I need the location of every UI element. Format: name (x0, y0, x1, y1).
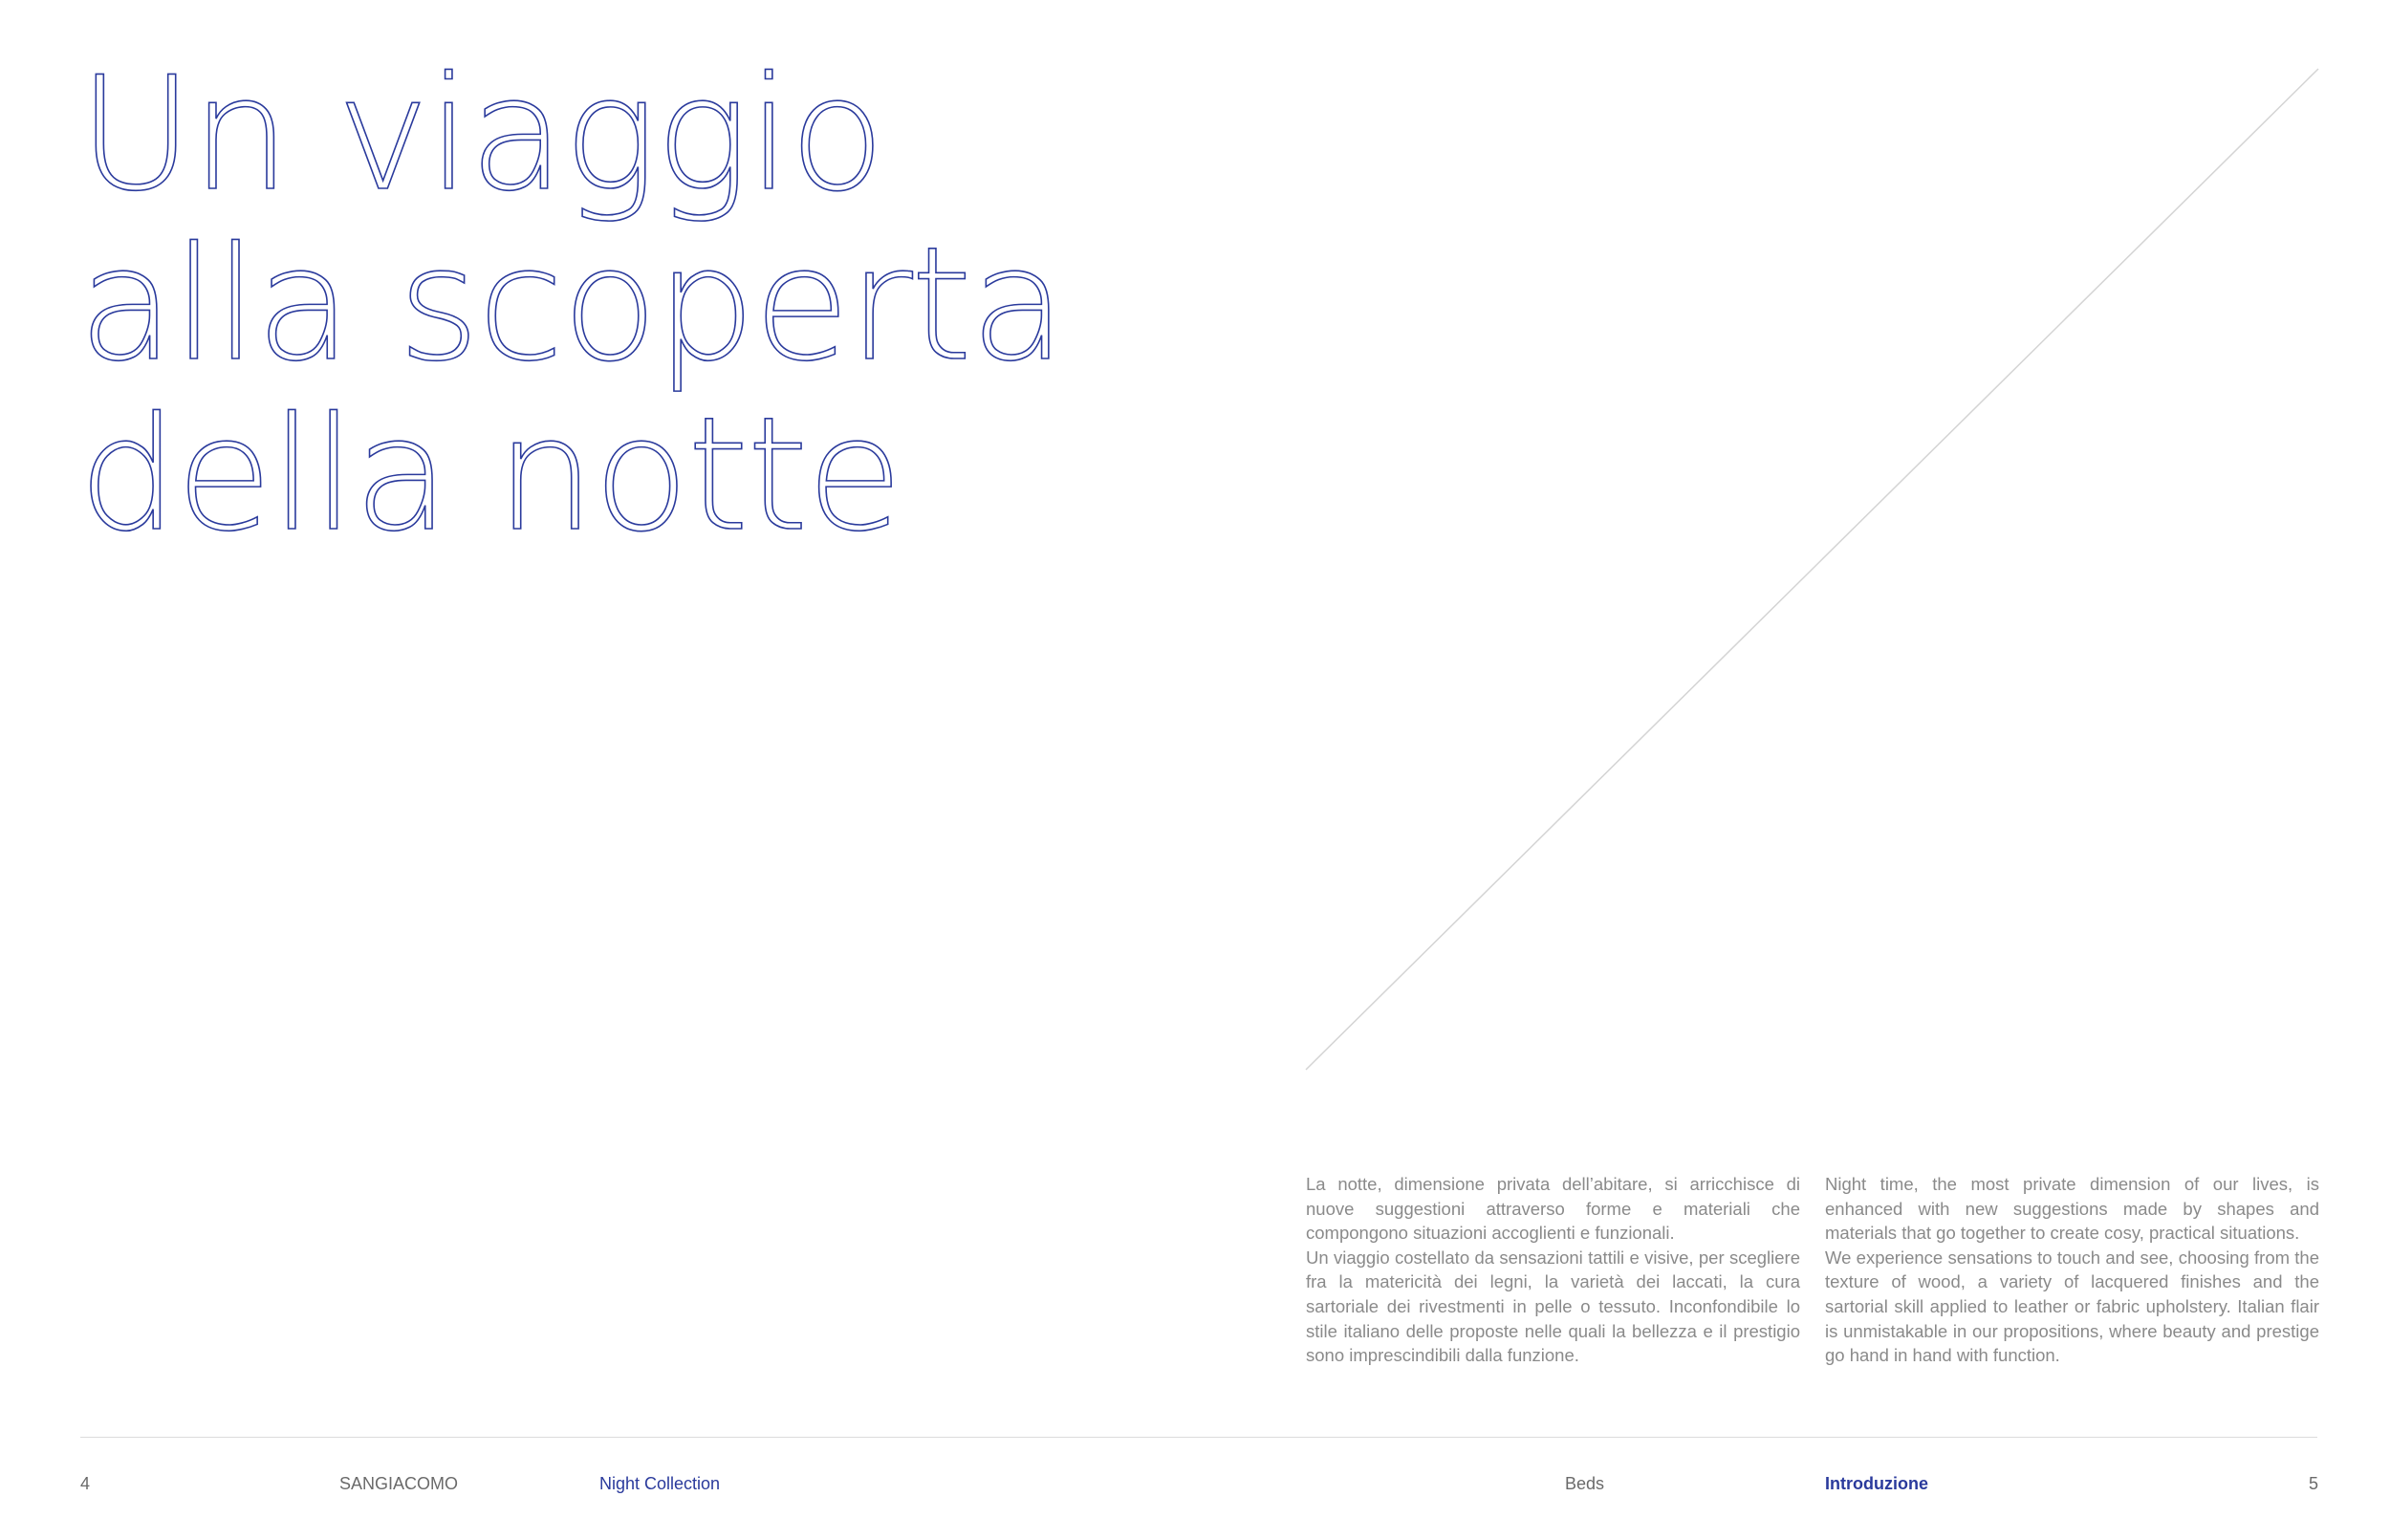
english-paragraph-1: Night time, the most private dimension of our lives, is enhanced with new suggestions made by shapes and materials that go together to create cosy, practical situations. (1825, 1174, 2319, 1244)
headline (78, 43, 1065, 566)
headline-line-2: alla scoperta (78, 213, 1065, 396)
headline-line-1: Un viaggio (78, 43, 883, 226)
italian-paragraph-2: Un viaggio costellato da sensazioni tattili e visive, per scegliere fra la matericità dei legni, la varietà dei laccati, la cura sartoriale dei rivestmenti in pelle o tessuto. Inconfondibile lo stile italiano delle proposte nelle quali la bellezza e il prestigio sono imprescindibili dalla funzione. (1306, 1247, 1800, 1366)
headline-line-3: della notte (78, 383, 902, 566)
footer-brand: SANGIACOMO (339, 1474, 459, 1493)
footer-category-link[interactable]: Beds (1565, 1474, 1605, 1493)
italian-text-column (1306, 1172, 1800, 1368)
english-text-column (1825, 1172, 2319, 1368)
footer-section-link[interactable]: Introduzione (1825, 1474, 1928, 1493)
page-number-right: 5 (2308, 1474, 2318, 1493)
footer-collection-link[interactable]: Night Collection (599, 1474, 721, 1493)
english-paragraph-2: We experience sensations to touch and see, choosing from the texture of wood, a variety of lacquered finishes and the sartorial skill applied to leather or fabric upholstery. Italian flair is unmistakable in our propositions, where beauty and prestige go hand in hand with function. (1825, 1247, 2319, 1366)
page-number-left: 4 (80, 1474, 91, 1493)
italian-paragraph-1: La notte, dimensione privata dell’abitare, si arricchisce di nuove suggestioni attraverso forme e materiali che compongono situazioni accoglienti e funzionali. (1306, 1174, 1800, 1244)
footer-divider (80, 1437, 2317, 1438)
